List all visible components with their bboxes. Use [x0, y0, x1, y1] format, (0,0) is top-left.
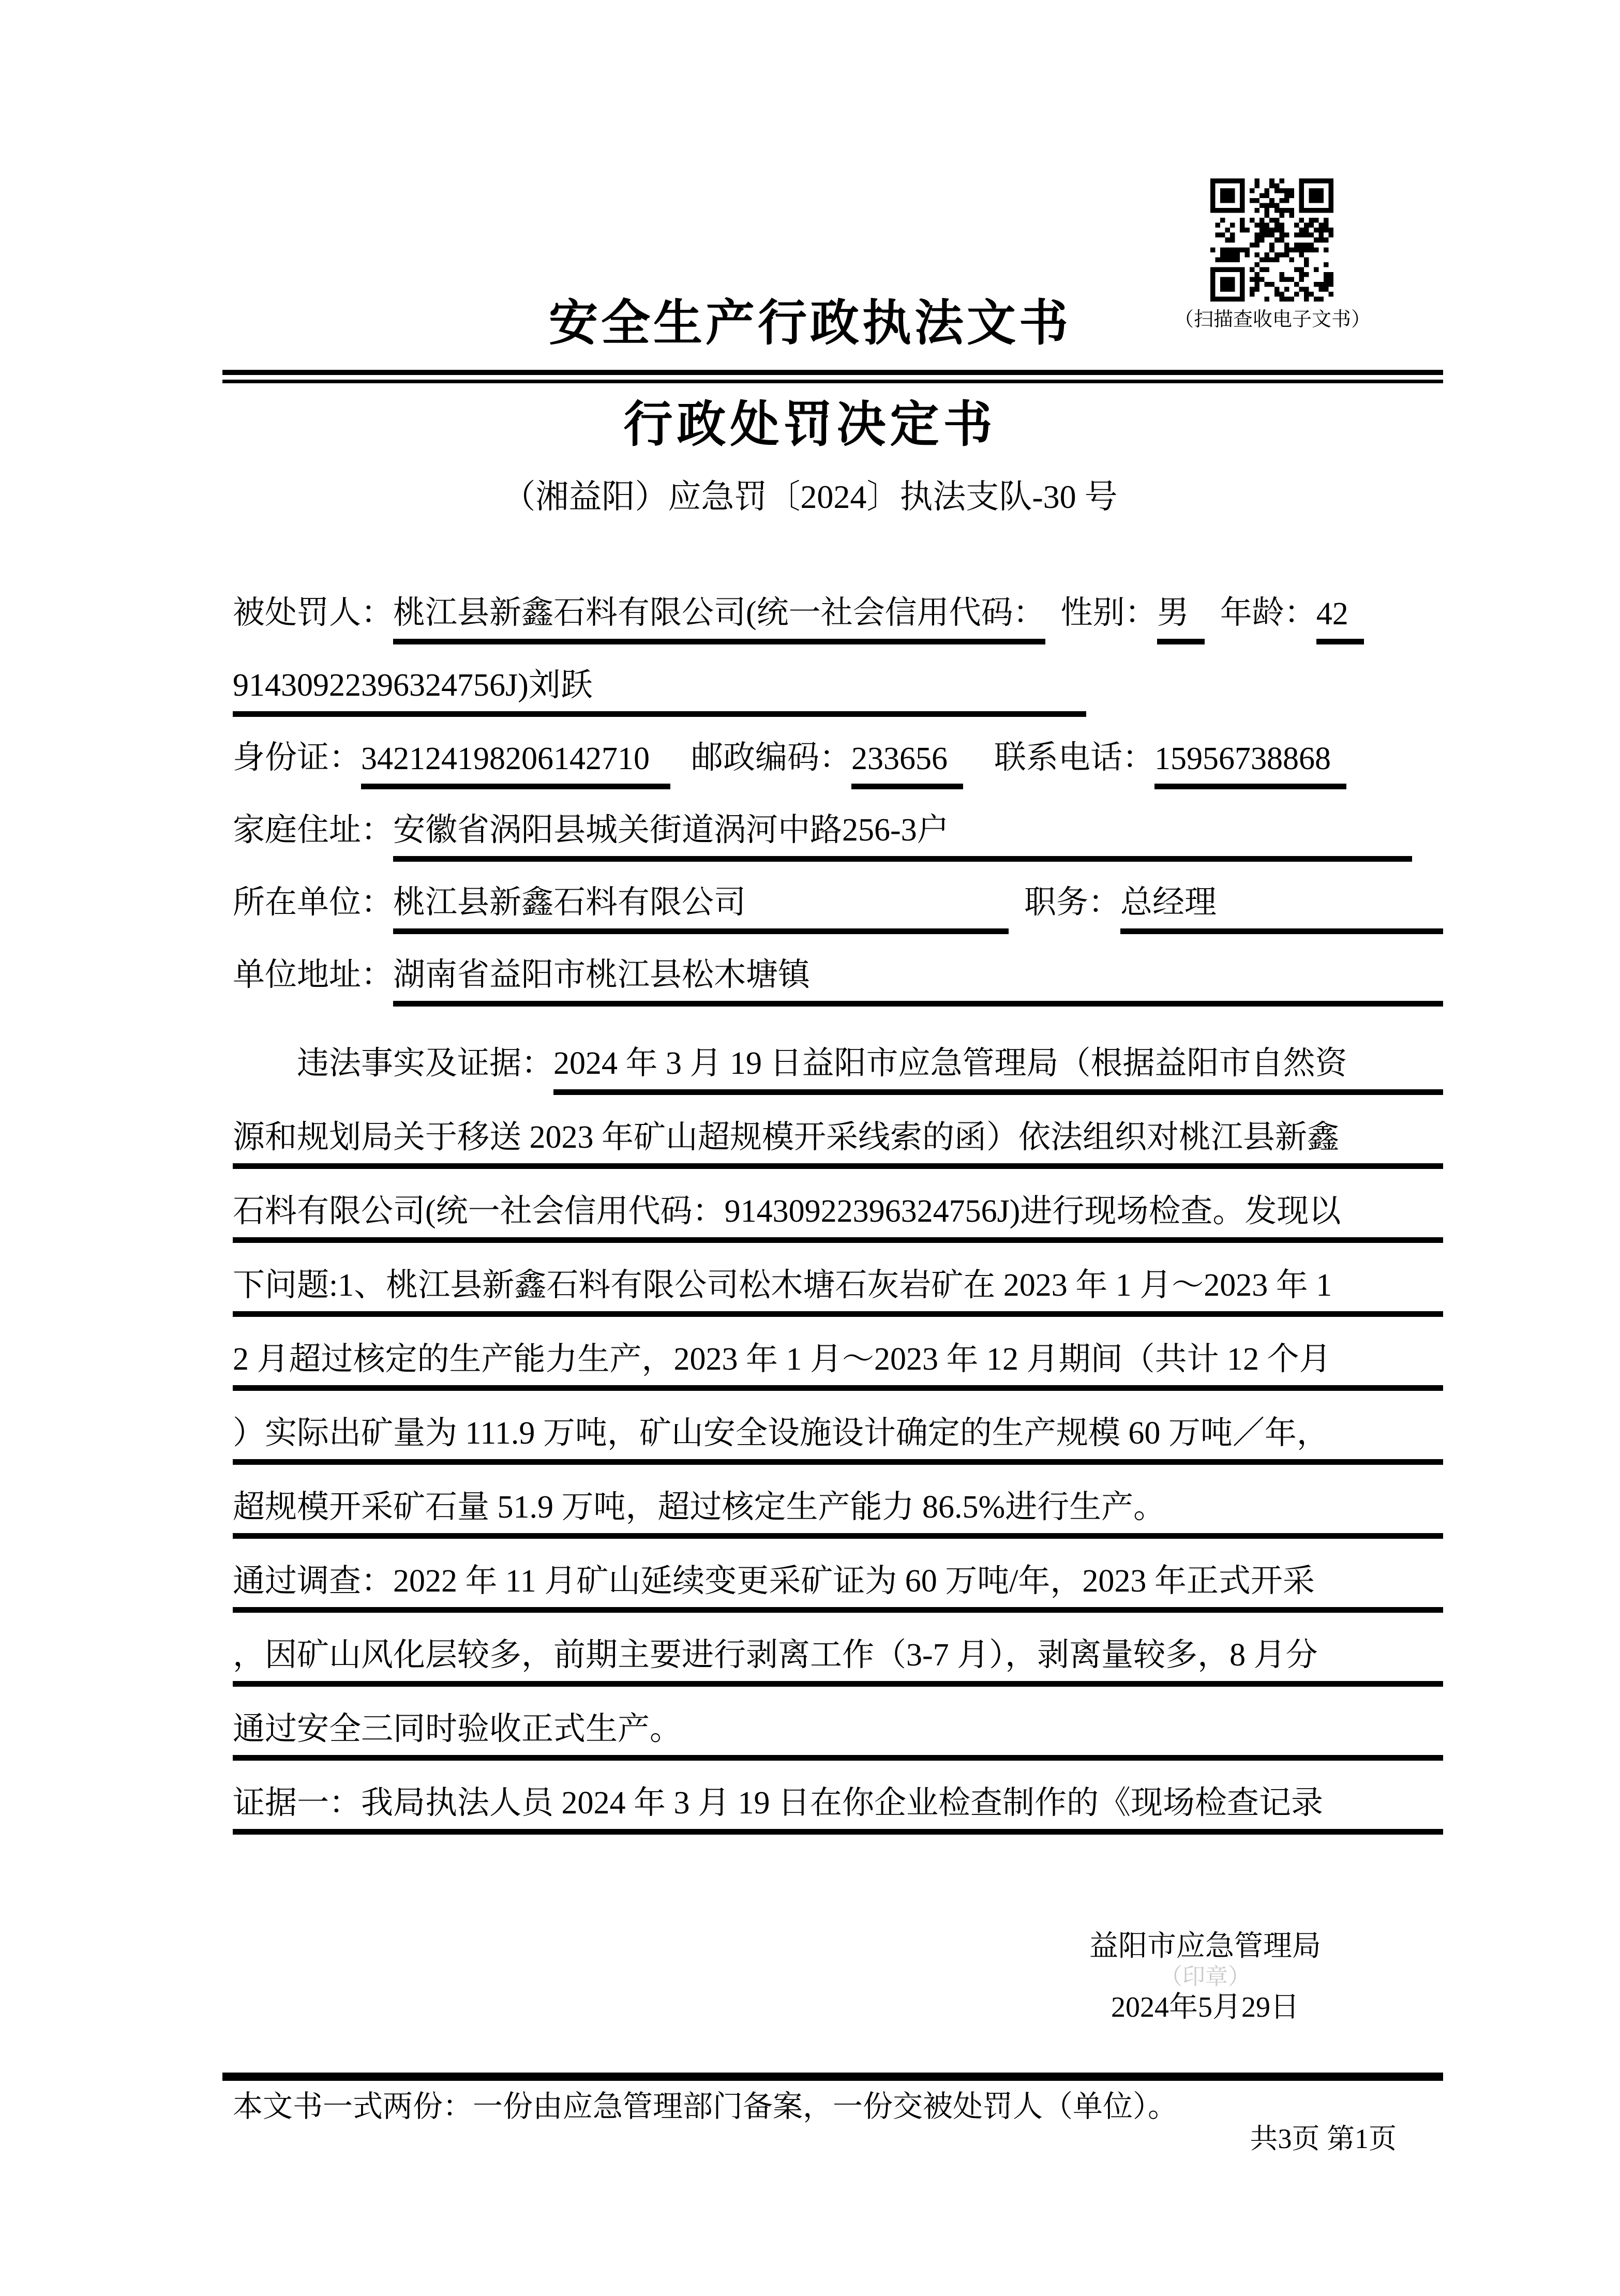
qr-caption: （扫描查收电子文书） — [1174, 309, 1371, 331]
facts-text: 石料有限公司(统一社会信用代码：91430922396324756J)进行现场检查。发现以 — [233, 1185, 1341, 1243]
underline-filler — [1332, 1305, 1443, 1317]
underline-filler — [1331, 1379, 1443, 1391]
id-value: 342124198206142710 — [361, 741, 670, 789]
qr-code — [1210, 178, 1333, 302]
gender-value: 男 — [1157, 587, 1205, 644]
evidence-text: 证据一：我局执法人员 2024 年 3 月 19 日在你企业检查制作的《现场检查记录 — [233, 1777, 1323, 1835]
gender-label: 性别： — [1060, 595, 1157, 631]
investigation-paragraph — [233, 1539, 1443, 1761]
facts-line-3 — [233, 1169, 1443, 1243]
underline-filler — [1339, 1157, 1443, 1169]
investigation-line-1 — [233, 1539, 1443, 1613]
investigation-text: 通过安全三同时验收正式生产。 — [233, 1703, 682, 1761]
document-body — [233, 572, 1443, 2023]
header-rule-top — [222, 370, 1443, 375]
facts-text: 2 月超过核定的生产能力生产，2023 年 1 月～2023 年 12 月期间（共计 12 个月 — [233, 1333, 1331, 1391]
field-row-company-address — [233, 934, 1443, 1007]
doc-number: （湘益阳）应急罚〔2024〕执法支队-30 号 — [502, 478, 1118, 515]
phone-value: 15956738868 — [1154, 741, 1346, 789]
header-double-rule — [222, 370, 1443, 383]
facts-line-2 — [233, 1095, 1443, 1169]
age-label: 年龄： — [1220, 595, 1316, 631]
page-title: 行政处罚决定书 — [623, 397, 997, 452]
postal-code-value: 233656 — [851, 741, 963, 789]
employer-label: 所在单位： — [233, 885, 394, 920]
investigation-text: ，因矿山风化层较多，前期主要进行剥离工作（3-7 月），剥离量较多，8 月分 — [233, 1629, 1318, 1687]
underline-filler — [949, 850, 1412, 862]
home-address-value: 安徽省涡阳县城关街道涡河中路256-3户 — [393, 804, 949, 862]
position-label: 职务： — [1024, 885, 1121, 920]
age-value: 42 — [1316, 596, 1364, 644]
underline-filler — [810, 995, 1443, 1007]
signature-block — [1024, 1930, 1386, 2023]
issuing-agency: 益阳市应急管理局 — [1089, 1930, 1321, 1962]
evidence-line-1 — [233, 1761, 1443, 1835]
field-row-home-address — [233, 789, 1443, 862]
underline-filler — [1329, 1453, 1443, 1465]
footer-note: 本文书一式两份：一份由应急管理部门备案，一份交被处罚人（单位）。 — [233, 2090, 1178, 2123]
facts-line-4 — [233, 1243, 1443, 1317]
punished-person-value: 桃江县新鑫石料有限公司(统一社会信用代码： — [393, 587, 1045, 644]
facts-text: ）实际出矿量为 111.9 万吨，矿山安全设施设计确定的生产规模 60 万吨／年， — [233, 1407, 1329, 1465]
field-row-employer — [233, 862, 1443, 934]
facts-text: 下问题:1、桃江县新鑫石料有限公司松木塘石灰岩矿在 2023 年 1 月～2023 年 1 — [233, 1259, 1332, 1317]
underline-filler — [1318, 1675, 1443, 1687]
id-label: 身份证： — [233, 740, 362, 775]
facts-line-1 — [233, 1021, 1443, 1095]
facts-text: 源和规划局关于移送 2023 年矿山超规模开采线索的函）依法组织对桃江县新鑫 — [233, 1111, 1339, 1169]
underline-filler — [1315, 1601, 1443, 1613]
field-row-punished-person — [233, 572, 1443, 644]
footer-rule — [222, 2073, 1443, 2081]
company-address-label: 单位地址： — [233, 957, 394, 993]
underline-filler — [682, 1749, 1443, 1761]
underline-filler — [1165, 1527, 1443, 1539]
punished-person-value-continued: 91430922396324756J)刘跃 — [233, 659, 1086, 717]
seal-placeholder: （印章） — [1160, 1964, 1251, 1989]
page-number: 共3页 第1页 — [1250, 2123, 1397, 2154]
postal-code-label: 邮政编码： — [691, 740, 852, 775]
investigation-line-3 — [233, 1687, 1443, 1761]
facts-text: 超规模开采矿石量 51.9 万吨，超过核定生产能力 86.5%进行生产。 — [233, 1481, 1165, 1539]
issue-date: 2024年5月29日 — [1111, 1991, 1299, 2023]
phone-label: 联系电话： — [994, 740, 1155, 775]
header-rule-bottom — [222, 380, 1443, 383]
field-row-punished-person-cont — [233, 644, 1443, 717]
investigation-text: 通过调查：2022 年 11 月矿山延续变更采矿证为 60 万吨/年，2023 年正式开采 — [233, 1555, 1315, 1613]
underline-filler — [1341, 1231, 1443, 1243]
facts-label: 违法事实及证据： — [297, 1046, 554, 1081]
company-address-value: 湖南省益阳市桃江县松木塘镇 — [393, 949, 810, 1007]
punished-person-label: 被处罚人： — [233, 595, 394, 631]
investigation-line-2 — [233, 1613, 1443, 1687]
facts-line-5 — [233, 1317, 1443, 1391]
underline-filler — [1323, 1823, 1443, 1835]
field-row-id — [233, 717, 1443, 789]
facts-paragraph — [233, 1021, 1443, 1539]
position-value: 总经理 — [1120, 876, 1217, 934]
employer-value: 桃江县新鑫石料有限公司 — [393, 876, 1009, 934]
home-address-label: 家庭住址： — [233, 813, 394, 848]
facts-line-7 — [233, 1465, 1443, 1539]
underline-filler — [1347, 1083, 1443, 1095]
doc-type-title: 安全生产行政执法文书 — [548, 296, 1071, 351]
facts-line-6 — [233, 1391, 1443, 1465]
facts-text: 2024 年 3 月 19 日益阳市应急管理局（根据益阳市自然资 — [553, 1037, 1347, 1095]
evidence-paragraph — [233, 1761, 1443, 1835]
underline-filler — [1217, 922, 1443, 934]
